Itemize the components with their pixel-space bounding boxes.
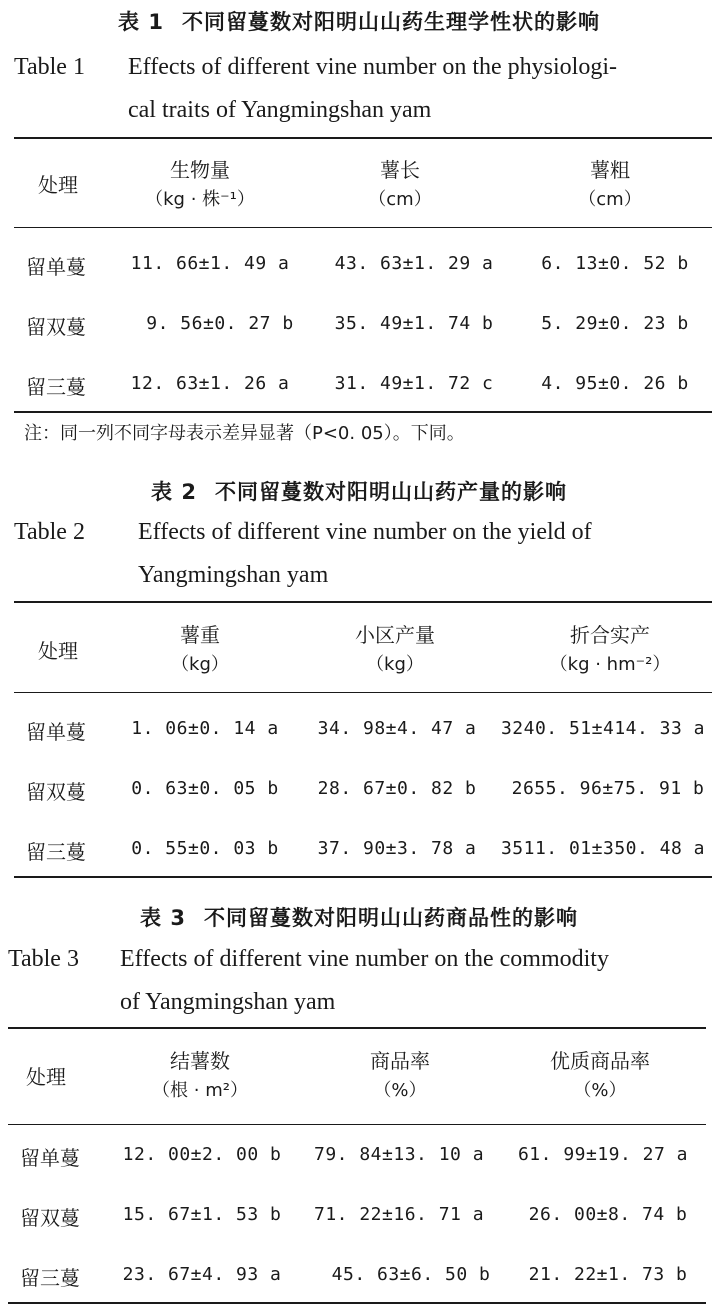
table-1-header-biomass-name: 生物量 [170,158,230,182]
table-3-top-rule [8,1027,706,1029]
table-cell: 79. 84±13. 10 a [314,1144,485,1165]
table-1-top-rule [14,137,712,139]
table-2-header-tuber-weight-unit: （kg） [171,654,229,675]
table-3-header-rule [8,1124,706,1125]
table-cell: 2655. 96±75. 91 b [511,778,705,799]
table-cell: 15. 67±1. 53 b [122,1204,282,1225]
table-2-cn-number: 表 2 [151,480,197,504]
table-1-header-tuber-length [330,155,470,215]
table-3-header-commodity-rate [330,1046,470,1106]
table-1-header-biomass-unit: （kg · 株⁻¹） [145,189,255,210]
table-cell: 0. 55±0. 03 b [131,838,279,859]
table-cell: 61. 99±19. 27 a [517,1144,689,1165]
table-1-header-biomass [120,155,280,215]
table-cell: 21. 22±1. 73 b [528,1264,688,1285]
table-cell: 6. 13±0. 52 b [541,253,689,274]
table-3-header-treatment: 处理 [26,1065,66,1089]
table-cell: 26. 00±8. 74 b [528,1204,688,1225]
table-cell: 45. 63±6. 50 b [331,1264,491,1285]
table-2-en-label: Table 2 [14,519,85,545]
table-1-bottom-rule [14,411,712,413]
row-label: 留单蔓 [20,1146,80,1170]
table-cell: 31. 49±1. 72 c [334,373,494,394]
table-cell: 4. 95±0. 26 b [541,373,689,394]
table-3-bottom-rule [8,1302,706,1304]
table-3-cn-number: 表 3 [140,906,186,930]
row-label: 留双蔓 [20,1206,80,1230]
table-3-en-caption [8,938,714,1024]
table-cell: 0. 63±0. 05 b [131,778,279,799]
table-1-header-tuber-length-name: 薯长 [380,158,420,182]
table-1-cn-number: 表 1 [118,10,164,34]
table-2-cn-title: 不同留蔓数对阳明山山药产量的影响 [214,480,567,504]
table-2-header-plot-yield-name: 小区产量 [355,623,435,647]
table-3-header-premium-rate [520,1046,680,1106]
table-3-header-premium-rate-unit: （%） [573,1080,627,1101]
table-cell: 37. 90±3. 78 a [317,838,477,859]
table-cell: 1. 06±0. 14 a [131,718,279,739]
row-label: 留双蔓 [26,780,86,804]
table-1-header-tuber-diameter [540,155,680,215]
table-2-header-plot-yield [320,620,470,680]
table-3-header-commodity-rate-name: 商品率 [370,1049,430,1073]
table-3-en-line-1: Effects of different vine number on the commodity [120,946,609,972]
table-cell: 3240. 51±414. 33 a [500,718,706,739]
table-2-top-rule [14,601,712,603]
table-1-header-tuber-diameter-name: 薯粗 [590,158,630,182]
table-1-en-line-2: cal traits of Yangmingshan yam [128,97,432,123]
table-1-en-caption [14,46,714,132]
table-1-en-line-1: Effects of different vine number on the physiologi- [128,54,617,80]
row-label: 留双蔓 [26,315,86,339]
table-1-header-rule [14,227,712,228]
table-cell: 9. 56±0. 27 b [146,313,294,334]
table-3-header-commodity-rate-unit: （%） [373,1080,427,1101]
table-2-en-caption [14,511,714,597]
table-cell: 5. 29±0. 23 b [541,313,689,334]
table-2-en-line-2: Yangmingshan yam [138,562,329,588]
table-cell: 12. 63±1. 26 a [130,373,290,394]
table-1-cn-title: 不同留蔓数对阳明山山药生理学性状的影响 [181,10,600,34]
table-1-en-label: Table 1 [14,54,85,80]
table-1-header-treatment: 处理 [38,173,78,197]
table-3-cn-title: 不同留蔓数对阳明山山药商品性的影响 [203,906,578,930]
row-label: 留三蔓 [26,375,86,399]
table-1-cn-caption [0,6,718,36]
table-3-en-line-2: of Yangmingshan yam [120,989,336,1015]
table-2-header-tuber-weight [130,620,270,680]
table-3-header-tuber-count [120,1046,280,1106]
table-cell: 35. 49±1. 74 b [334,313,494,334]
table-cell: 71. 22±16. 71 a [314,1204,485,1225]
table-3-cn-caption [0,902,718,932]
table-cell: 11. 66±1. 49 a [130,253,290,274]
table-cell: 34. 98±4. 47 a [317,718,477,739]
table-2-header-converted-yield-name: 折合实产 [570,623,650,647]
table-2-header-rule [14,692,712,693]
table-cell: 28. 67±0. 82 b [317,778,477,799]
row-label: 留三蔓 [26,840,86,864]
table-2-header-treatment: 处理 [38,639,78,663]
row-label: 留单蔓 [26,720,86,744]
table-2-header-tuber-weight-name: 薯重 [180,623,220,647]
table-2-en-line-1: Effects of different vine number on the yield of [138,519,592,545]
row-label: 留三蔓 [20,1266,80,1290]
row-label: 留单蔓 [26,255,86,279]
table-1-header-tuber-length-unit: （cm） [368,189,432,210]
table-3-header-tuber-count-unit: （根 · m²） [152,1080,248,1101]
table-cell: 12. 00±2. 00 b [122,1144,282,1165]
table-cell: 3511. 01±350. 48 a [500,838,706,859]
table-3-header-tuber-count-name: 结薯数 [170,1049,230,1073]
table-1-header-tuber-diameter-unit: （cm） [578,189,642,210]
table-cell: 43. 63±1. 29 a [334,253,494,274]
table-2-header-converted-yield-unit: （kg · hm⁻²） [549,654,671,675]
table-2-header-plot-yield-unit: （kg） [366,654,424,675]
table-2-header-converted-yield [520,620,700,680]
table-3-en-label: Table 3 [8,946,79,972]
table-1-footnote: 注：同一列不同字母表示差异显著（P<0. 05）。下同。 [24,423,465,444]
table-cell: 23. 67±4. 93 a [122,1264,282,1285]
table-3-header-premium-rate-name: 优质商品率 [550,1049,650,1073]
table-2-bottom-rule [14,876,712,878]
table-2-cn-caption [0,476,718,506]
